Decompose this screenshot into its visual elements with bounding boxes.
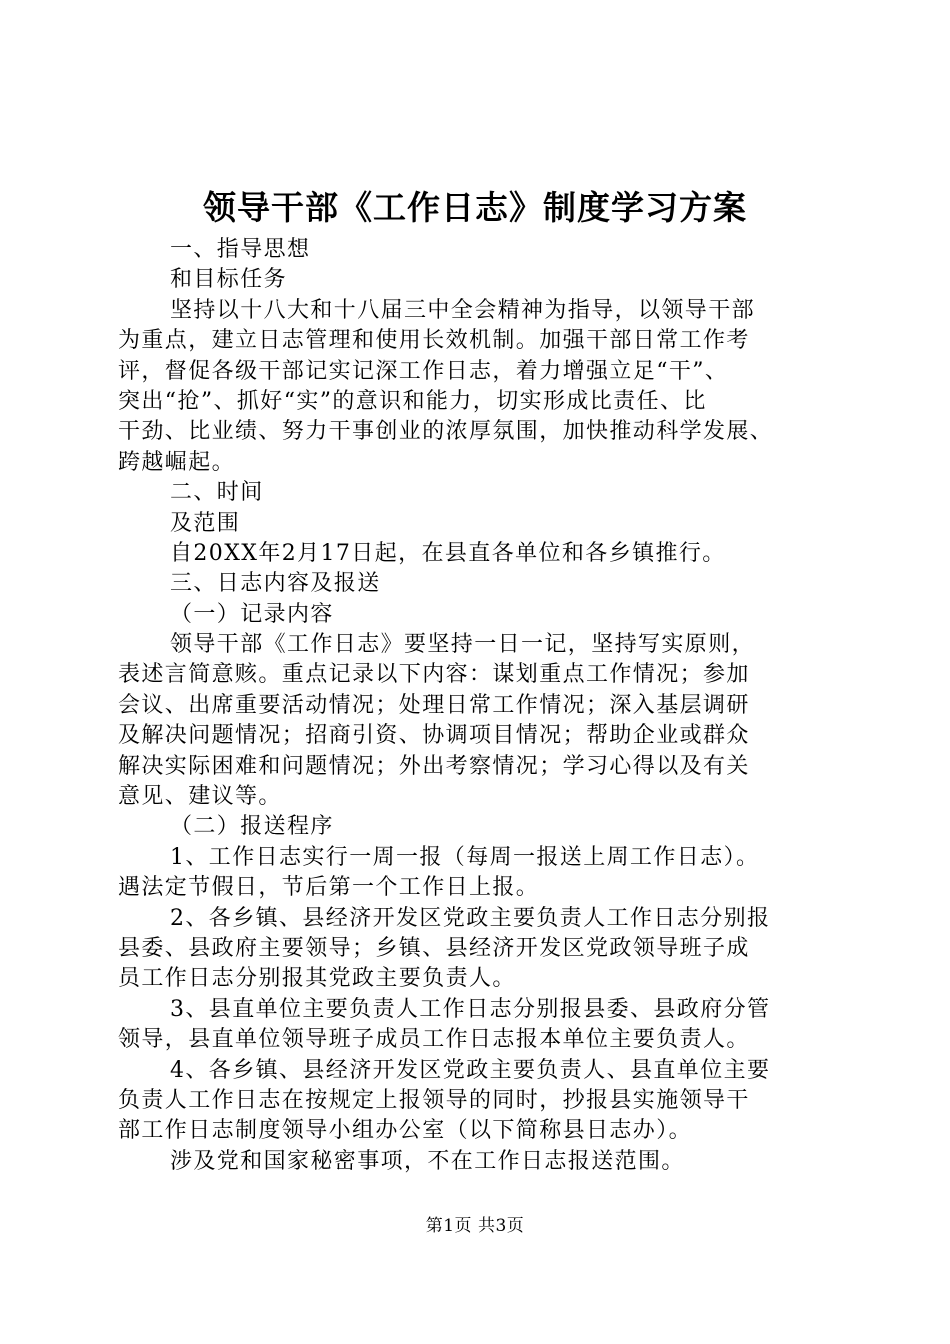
text-line: 一、指导思想: [170, 237, 311, 262]
text-line: 县委、县政府主要领导；乡镇、县经济开发区党政领导班子成: [118, 935, 750, 961]
text-line: 及范围: [170, 510, 241, 536]
text-line: 及解决问题情况；招商引资、协调项目情况；帮助企业或群众: [118, 723, 750, 749]
text-line: （二）报送程序: [170, 814, 334, 840]
text-line: 会议、出席重要活动情况；处理日常工作情况；深入基层调研: [118, 692, 750, 718]
text-line: 2、各乡镇、县经济开发区党政主要负责人工作日志分别报: [170, 905, 771, 931]
text-line: 1、工作日志实行一周一报（每周一报送上周工作日志）。: [170, 844, 760, 870]
text-line: 领导干部《工作日志》要坚持一日一记，坚持写实原则，: [170, 632, 756, 658]
text-line: 意见、建议等。: [118, 784, 282, 810]
text-line: 坚持以十八大和十八届三中全会精神为指导，以领导干部: [170, 297, 756, 323]
text-line: 遇法定节假日，节后第一个工作日上报。: [118, 875, 540, 901]
text-line: 跨越崛起。: [118, 449, 236, 475]
text-line: 干劲、比业绩、努力干事创业的浓厚氛围，加快推动科学发展、: [118, 419, 774, 445]
text-line: 4、各乡镇、县经济开发区党政主要负责人、县直单位主要: [170, 1057, 771, 1083]
text-line: 表述言简意赅。重点记录以下内容：谋划重点工作情况；参加: [118, 662, 750, 688]
text-line: 3、县直单位主要负责人工作日志分别报县委、县政府分管: [170, 996, 771, 1022]
text-line: 评，督促各级干部记实记深工作日志，着力增强立足“干”、: [118, 358, 729, 384]
text-line: 涉及党和国家秘密事项，不在工作日志报送范围。: [170, 1148, 685, 1174]
text-line: 三、日志内容及报送: [170, 571, 381, 597]
text-line: 员工作日志分别报其党政主要负责人。: [118, 966, 516, 992]
text-line: 解决实际困难和问题情况；外出考察情况；学习心得以及有关: [118, 753, 750, 779]
document-body: [118, 235, 836, 1177]
text-line: 二、时间: [170, 480, 264, 506]
page-footer: 第1页 共3页: [425, 1216, 525, 1236]
text-line: 负责人工作日志在按规定上报领导的同时，抄报县实施领导干: [118, 1087, 750, 1113]
text-line: 和目标任务: [170, 267, 288, 293]
text-line: 领导，县直单位领导班子成员工作日志报本单位主要负责人。: [118, 1027, 750, 1053]
text-line: 自20XX年2月17日起，在县直各单位和各乡镇推行。: [170, 540, 726, 566]
text-line: 突出“抢”、抓好“实”的意识和能力，切实形成比责任、比: [118, 388, 707, 414]
text-line: 为重点，建立日志管理和使用长效机制。加强干部日常工作考: [118, 328, 750, 354]
document-title: 领导干部《工作日志》制度学习方案: [203, 188, 747, 227]
text-line: （一）记录内容: [170, 601, 334, 627]
text-line: 部工作日志制度领导小组办公室（以下简称县日志办）。: [118, 1118, 693, 1144]
